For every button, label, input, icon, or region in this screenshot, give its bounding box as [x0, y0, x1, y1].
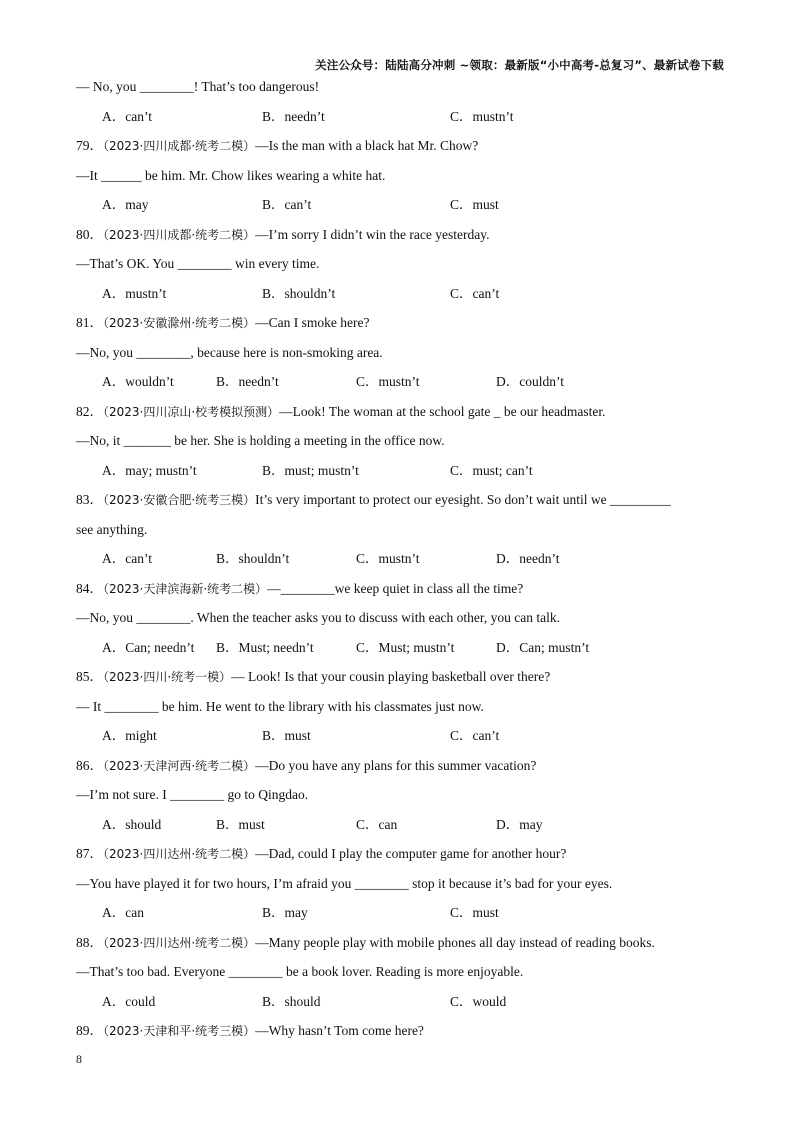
question-number: 89． [76, 1023, 103, 1038]
option-b: B．must; mustn’t [262, 462, 359, 478]
question-item [76, 1016, 736, 1046]
question-item [76, 485, 736, 574]
question-text: —Can I smoke here? [255, 315, 370, 330]
option-b: B．needn’t [262, 108, 325, 124]
question-source: （2023·四川成都·统考二模） [103, 139, 256, 153]
question-line [76, 1016, 736, 1046]
question-text: see anything. [76, 521, 148, 537]
question-line [76, 839, 736, 869]
question-source: （2023·四川达州·统考二模） [103, 935, 256, 950]
option-a: A．wouldn’t [102, 374, 174, 389]
question-line: — No, you ________! That’s too dangerous! [76, 79, 320, 94]
options-row [76, 102, 736, 132]
question-text: — It ________ be him. He went to the library with his classmates just now. [76, 698, 484, 714]
option-a: A．could [102, 993, 156, 1009]
question-number: 88． [76, 934, 103, 950]
options-row [76, 367, 736, 397]
option-d: D．may [496, 816, 543, 832]
question-line [76, 220, 736, 250]
options-row [76, 898, 736, 928]
question-number: 81． [76, 315, 103, 330]
option-a: A．may [102, 197, 149, 212]
question-text: —It ______ be him. Mr. Chow likes wearing a white hat. [76, 167, 386, 183]
option-d: D．Can; mustn’t [496, 639, 590, 655]
question-text: —No, it _______ be her. She is holding a meeting in the office now. [76, 433, 445, 448]
question-number: 84． [76, 580, 103, 596]
question-source: （2023·四川·统考一模） [103, 670, 232, 684]
option-a: A．might [102, 728, 157, 743]
option-b: B．can’t [262, 197, 312, 212]
question-line [76, 751, 736, 781]
option-c: C．would [450, 993, 507, 1009]
question-text: —No, you ________, because here is non-smoking area. [76, 344, 383, 360]
question-text: —I’m not sure. I ________ go to Qingdao. [76, 787, 309, 802]
question-item [76, 308, 736, 397]
question-list [76, 72, 736, 1046]
question-source: （2023·安徽合肥·统考三模） [103, 493, 256, 507]
option-b: B．should [262, 993, 321, 1009]
question-line [76, 308, 736, 338]
question-line [76, 603, 736, 633]
question-item [76, 751, 736, 840]
option-a: A．should [102, 816, 162, 832]
question-number: 79． [76, 138, 103, 153]
question-source: （2023·四川达州·统考二模） [103, 847, 256, 861]
question-line [76, 485, 736, 515]
questions [76, 131, 736, 1046]
options-row [76, 456, 736, 486]
option-c: C．must [450, 905, 499, 920]
option-a: A．can’t [102, 108, 152, 124]
question-item [76, 574, 736, 663]
question-line [76, 131, 736, 161]
options-row [76, 190, 736, 220]
option-c: C．mustn’t [450, 108, 514, 124]
question-text: —I’m sorry I didn’t win the race yesterday. [255, 226, 490, 242]
question-item [76, 839, 736, 928]
question-item [76, 928, 736, 1017]
option-c: C．can’t [450, 728, 500, 743]
question-number: 85． [76, 669, 103, 684]
option-d: D．couldn’t [496, 374, 564, 389]
question-line [76, 692, 736, 722]
option-c: C．can’t [450, 285, 500, 301]
option-c: C．must [450, 197, 499, 212]
page-header: 关注公众号：陆陆高分冲刺 ~领取：最新版“小中高考-总复习”、最新试卷下载 [315, 58, 724, 72]
question-text: It’s very important to protect our eyesight. So don’t wait until we _________ [255, 492, 671, 507]
question-item [76, 662, 736, 751]
question-source: （2023·四川凉山·校考模拟预测） [103, 404, 280, 419]
option-b: B．shouldn’t [216, 551, 290, 566]
question-text: —Do you have any plans for this summer vacation? [255, 757, 537, 773]
question-item [76, 131, 736, 220]
question-line [76, 515, 736, 545]
option-b: B．shouldn’t [262, 285, 336, 301]
option-b: B．must [262, 728, 311, 743]
question-line [76, 338, 736, 368]
question-line [76, 574, 736, 604]
question-text: —Many people play with mobile phones all day instead of reading books. [255, 934, 655, 950]
question-line [76, 161, 736, 191]
question-number: 82． [76, 403, 103, 419]
option-d: D．needn’t [496, 551, 560, 566]
option-a: A．mustn’t [102, 285, 167, 301]
question-line [76, 928, 736, 958]
question-item [76, 220, 736, 309]
options-row [76, 721, 736, 751]
option-c: C．can [356, 816, 398, 832]
option-b: B．needn’t [216, 374, 279, 389]
option-a: A．Can; needn’t [102, 639, 195, 655]
option-a: A．may; mustn’t [102, 462, 197, 478]
question-source: （2023·天津和平·统考三模） [103, 1024, 256, 1038]
question-text: —Is the man with a black hat Mr. Chow? [255, 138, 479, 153]
question-text: — Look! Is that your cousin playing basketball over there? [231, 669, 551, 684]
question-line [76, 957, 736, 987]
question-text: —Why hasn’t Tom come here? [255, 1023, 424, 1038]
page-number: 8 [76, 1052, 82, 1066]
options-row [76, 633, 736, 663]
question-line [76, 397, 736, 427]
option-c: C．Must; mustn’t [356, 639, 455, 655]
question-source: （2023·天津河西·统考二模） [103, 758, 256, 773]
options-row [76, 987, 736, 1017]
options-row [76, 544, 736, 574]
question-source: （2023·四川成都·统考二模） [103, 227, 256, 242]
question-line [76, 780, 736, 810]
question-text: —That’s OK. You ________ win every time. [76, 256, 320, 271]
question-source: （2023·安徽滁州·统考二模） [103, 316, 256, 330]
option-c: C．must; can’t [450, 462, 533, 478]
option-c: C．mustn’t [356, 374, 420, 389]
question-text: —That’s too bad. Everyone ________ be a book lover. Reading is more enjoyable. [76, 964, 524, 979]
question-number: 87． [76, 846, 103, 861]
question-line [76, 426, 736, 456]
question-text: —You have played it for two hours, I’m afraid you ________ stop it because it’s bad for your eyes. [76, 875, 613, 891]
options-row [76, 279, 736, 309]
question-line [76, 869, 736, 899]
question-number: 83． [76, 492, 103, 507]
question-text: —Dad, could I play the computer game for another hour? [255, 846, 567, 861]
question-line [76, 249, 736, 279]
question-text: —Look! The woman at the school gate _ be our headmaster. [279, 403, 606, 419]
question-text: —No, you ________. When the teacher asks you to discuss with each other, you can talk. [76, 610, 560, 625]
question-text: —________we keep quiet in class all the time? [267, 580, 524, 596]
option-c: C．mustn’t [356, 551, 420, 566]
option-a: A．can’t [102, 551, 152, 566]
question-line [76, 662, 736, 692]
option-b: B．may [262, 905, 308, 920]
question-number: 86． [76, 757, 103, 773]
question-item [76, 397, 736, 486]
option-b: B．must [216, 816, 265, 832]
question-source: （2023·天津滨海新·统考二模） [103, 581, 268, 596]
option-a: A．can [102, 905, 144, 920]
options-row [76, 810, 736, 840]
option-b: B．Must; needn’t [216, 639, 314, 655]
question-number: 80． [76, 226, 103, 242]
